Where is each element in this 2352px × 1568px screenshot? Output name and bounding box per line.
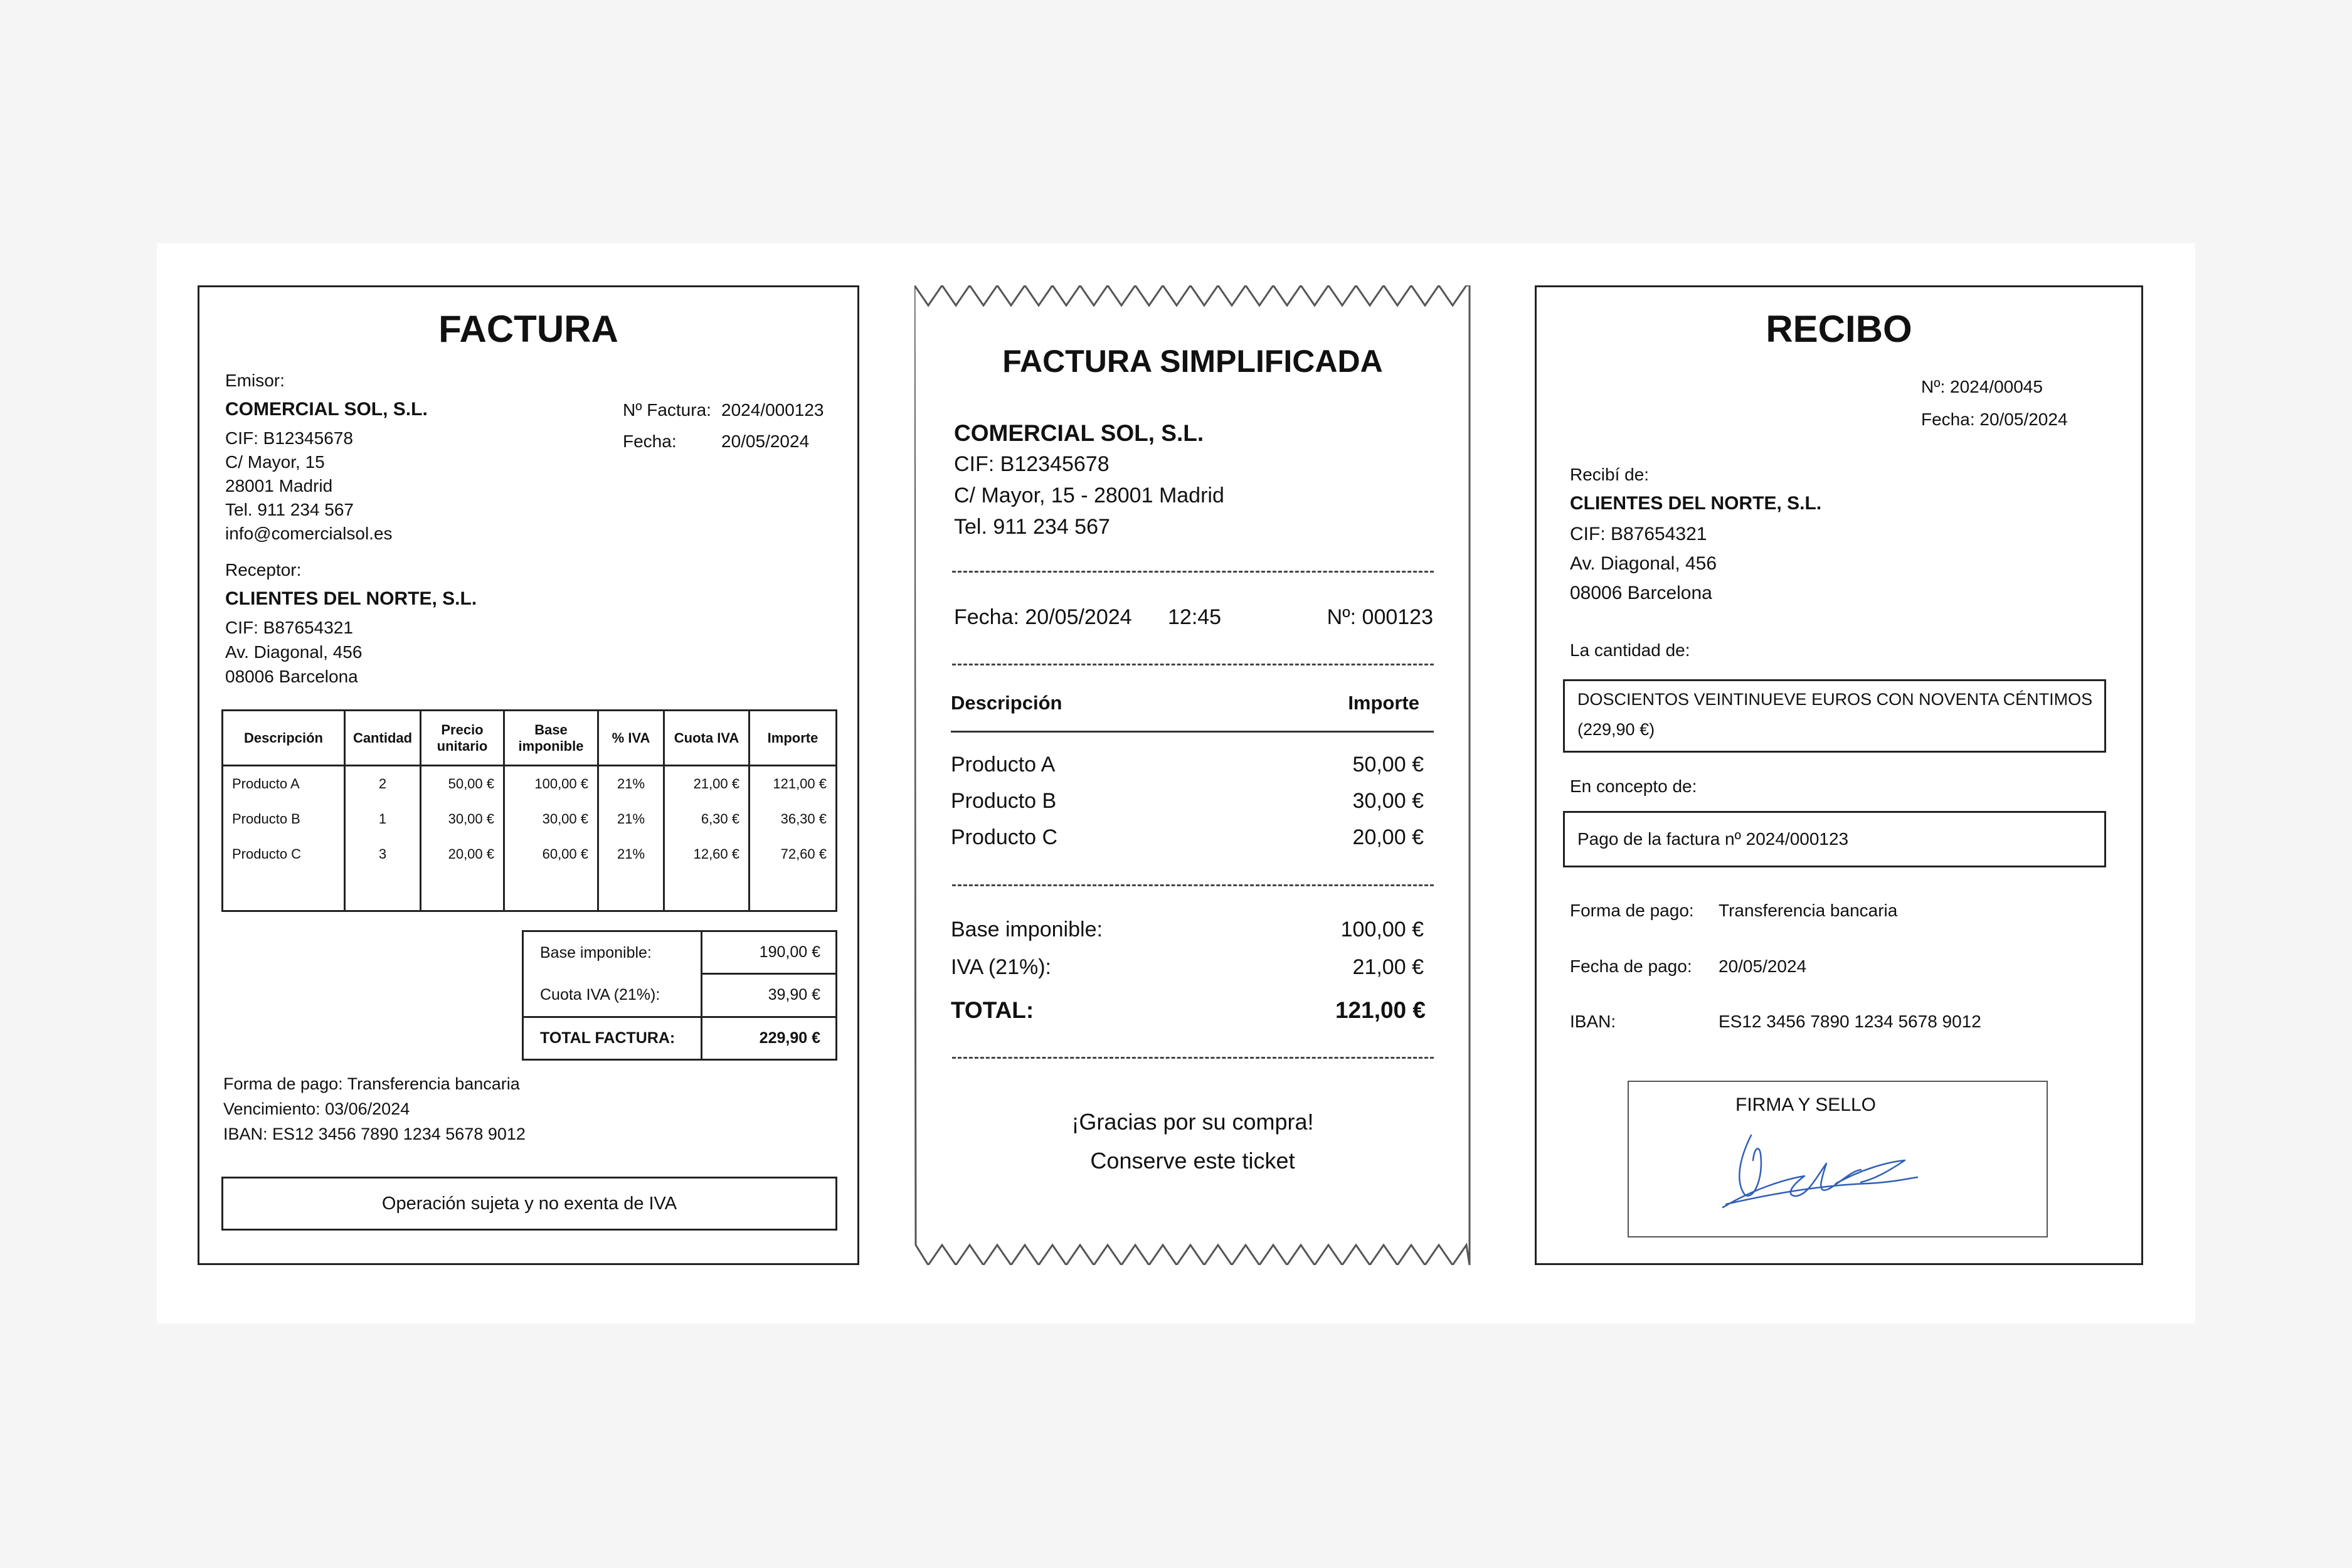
- totals-row: [523, 1017, 837, 1059]
- cell-amount: 36,30 €: [750, 802, 837, 837]
- vat-amount-value: 39,90 €: [702, 974, 837, 1017]
- table-header-row: [223, 711, 837, 766]
- ticket-vat-label: IVA (21%):: [951, 955, 1051, 979]
- column-header-tax-base: Base imponible: [504, 711, 598, 766]
- ticket-total-label: TOTAL:: [951, 997, 1034, 1023]
- issuer-label: Emisor:: [225, 371, 285, 390]
- ticket-item-amount: 30,00 €: [1352, 789, 1424, 813]
- ticket-title: FACTURA SIMPLIFICADA: [1002, 344, 1383, 379]
- ticket-item-description: Producto A: [951, 753, 1056, 776]
- recipient-name: CLIENTES DEL NORTE, S.L.: [225, 588, 477, 609]
- cell-unit-price: 50,00 €: [421, 766, 504, 802]
- received-from-label: Recibí de:: [1570, 465, 1650, 484]
- cell-vat-rate: 21%: [598, 766, 664, 802]
- due-date: Vencimiento: 03/06/2024: [223, 1099, 410, 1118]
- invoice-totals-table: [522, 930, 837, 1061]
- ticket-phone: Tel. 911 234 567: [954, 515, 1110, 539]
- cell-amount: 121,00 €: [750, 766, 837, 802]
- column-header-quantity: Cantidad: [345, 711, 421, 766]
- ticket-base-value: 100,00 €: [1340, 918, 1424, 941]
- payment-date-label: Fecha de pago:: [1570, 956, 1692, 976]
- cell-vat-rate: 21%: [598, 802, 664, 837]
- totals-row: [523, 974, 837, 1017]
- invoice-document: [198, 285, 859, 1265]
- invoice-date: 20/05/2024: [721, 432, 810, 451]
- concept-label: En concepto de:: [1570, 776, 1697, 796]
- amount-label: La cantidad de:: [1570, 640, 1690, 660]
- header-underline: [951, 731, 1434, 733]
- ticket-cif: CIF: B12345678: [954, 452, 1110, 476]
- cell-amount: 72,60 €: [750, 837, 837, 872]
- tax-base-label: Base imponible:: [523, 931, 702, 974]
- cell-vat-amount: 6,30 €: [664, 802, 750, 837]
- ticket-item-description: Producto C: [951, 825, 1058, 849]
- column-header-vat-amount: Cuota IVA: [664, 711, 750, 766]
- cell-quantity: 1: [345, 802, 421, 837]
- signature-box: [1628, 1081, 2048, 1237]
- simplified-invoice-ticket: [914, 285, 1471, 1265]
- ticket-vat-value: 21,00 €: [1352, 955, 1424, 979]
- cell-description: Producto A: [232, 776, 300, 792]
- thanks-message: ¡Gracias por su compra!: [1071, 1109, 1314, 1135]
- dashed-separator: [952, 664, 1434, 665]
- cell-description: Producto B: [232, 811, 300, 827]
- recipient-city: 08006 Barcelona: [225, 667, 358, 686]
- invoice-title: FACTURA: [438, 308, 618, 350]
- ticket-item-amount: 20,00 €: [1352, 825, 1424, 849]
- iban-value: ES12 3456 7890 1234 5678 9012: [1719, 1012, 1981, 1031]
- recipient-address: Av. Diagonal, 456: [225, 642, 363, 662]
- column-header-amount: Importe: [750, 711, 837, 766]
- handwritten-signature: [1717, 1126, 1942, 1226]
- concept-value: Pago de la factura nº 2024/000123: [1577, 829, 1849, 849]
- issuer-phone: Tel. 911 234 567: [225, 500, 354, 519]
- ticket-base-label: Base imponible:: [951, 918, 1103, 941]
- receipt-document: [1535, 285, 2143, 1265]
- invoice-number: 2024/000123: [721, 400, 824, 420]
- invoice-number-label: Nº Factura:: [623, 400, 711, 420]
- payer-address: Av. Diagonal, 456: [1570, 553, 1717, 574]
- cell-vat-rate: 21%: [598, 837, 664, 872]
- concept-box: [1563, 811, 2106, 867]
- amount-in-words: DOSCIENTOS VEINTINUEVE EUROS CON NOVENTA CÉNTIMOS: [1577, 690, 2093, 709]
- issuer-name: COMERCIAL SOL, S.L.: [225, 399, 428, 420]
- cell-quantity: 3: [345, 837, 421, 872]
- cell-quantity: 2: [345, 766, 421, 802]
- payer-name: CLIENTES DEL NORTE, S.L.: [1570, 493, 1822, 514]
- cell-description: Producto C: [232, 846, 302, 862]
- ticket-address: C/ Mayor, 15 - 28001 Madrid: [954, 484, 1224, 507]
- payment-method: Forma de pago: Transferencia bancaria: [223, 1074, 520, 1093]
- ticket-column-description: Descripción: [951, 692, 1062, 714]
- column-header-description: Descripción: [223, 711, 345, 766]
- dashed-separator: [952, 1057, 1434, 1059]
- column-header-vat-rate: % IVA: [598, 711, 664, 766]
- vat-note: Operación sujeta y no exenta de IVA: [381, 1193, 677, 1214]
- issuer-address: C/ Mayor, 15: [225, 452, 325, 472]
- invoice-total-label: TOTAL FACTURA:: [523, 1017, 702, 1059]
- cell-tax-base: 30,00 €: [504, 802, 598, 837]
- payment-method-label: Forma de pago:: [1570, 901, 1694, 920]
- cell-unit-price: 30,00 €: [421, 802, 504, 837]
- dashed-separator: [952, 884, 1434, 886]
- table-row: [223, 837, 837, 872]
- payment-date-value: 20/05/2024: [1719, 956, 1807, 976]
- receipt-title: RECIBO: [1766, 308, 1912, 350]
- payer-cif: CIF: B87654321: [1570, 524, 1707, 544]
- iban-label: IBAN:: [1570, 1012, 1616, 1031]
- cell-tax-base: 100,00 €: [504, 766, 598, 802]
- ticket-item-amount: 50,00 €: [1352, 753, 1424, 776]
- invoice-date-label: Fecha:: [623, 432, 677, 451]
- totals-row: [523, 931, 837, 974]
- issuer-cif: CIF: B12345678: [225, 428, 353, 448]
- signature-label: FIRMA Y SELLO: [1735, 1094, 1876, 1115]
- cell-vat-amount: 12,60 €: [664, 837, 750, 872]
- recipient-cif: CIF: B87654321: [225, 618, 353, 637]
- payment-method-value: Transferencia bancaria: [1719, 901, 1898, 920]
- ticket-time: 12:45: [1168, 605, 1222, 629]
- ticket-total-value: 121,00 €: [1335, 997, 1426, 1023]
- iban: IBAN: ES12 3456 7890 1234 5678 9012: [223, 1125, 526, 1143]
- recipient-label: Receptor:: [225, 560, 302, 580]
- keep-ticket-message: Conserve este ticket: [1090, 1148, 1295, 1173]
- ticket-company-name: COMERCIAL SOL, S.L.: [954, 420, 1204, 446]
- ticket-column-amount: Importe: [1348, 692, 1419, 714]
- table-row: [223, 766, 837, 802]
- cell-tax-base: 60,00 €: [504, 837, 598, 872]
- invoice-items-table: [221, 709, 837, 912]
- receipt-number: Nº: 2024/00045: [1921, 377, 2043, 396]
- invoice-total-value: 229,90 €: [702, 1017, 837, 1059]
- vat-amount-label: Cuota IVA (21%):: [523, 974, 702, 1017]
- ticket-item-description: Producto B: [951, 789, 1057, 813]
- vat-note-box: [221, 1177, 837, 1231]
- issuer-email: info@comercialsol.es: [225, 524, 393, 543]
- dashed-separator: [952, 571, 1434, 573]
- tax-base-value: 190,00 €: [759, 943, 820, 961]
- amount-box: [1563, 679, 2106, 753]
- cell-unit-price: 20,00 €: [421, 837, 504, 872]
- receipt-date: Fecha: 20/05/2024: [1921, 410, 2068, 429]
- table-filler-row: [223, 872, 837, 911]
- payer-city: 08006 Barcelona: [1570, 583, 1712, 603]
- cell-vat-amount: 21,00 €: [664, 766, 750, 802]
- ticket-date: Fecha: 20/05/2024: [954, 605, 1132, 629]
- issuer-city: 28001 Madrid: [225, 476, 333, 495]
- table-row: [223, 802, 837, 837]
- column-header-unit-price: Precio unitario: [421, 711, 504, 766]
- amount-in-figures: (229,90 €): [1577, 720, 1655, 739]
- ticket-number: Nº: 000123: [1327, 605, 1433, 629]
